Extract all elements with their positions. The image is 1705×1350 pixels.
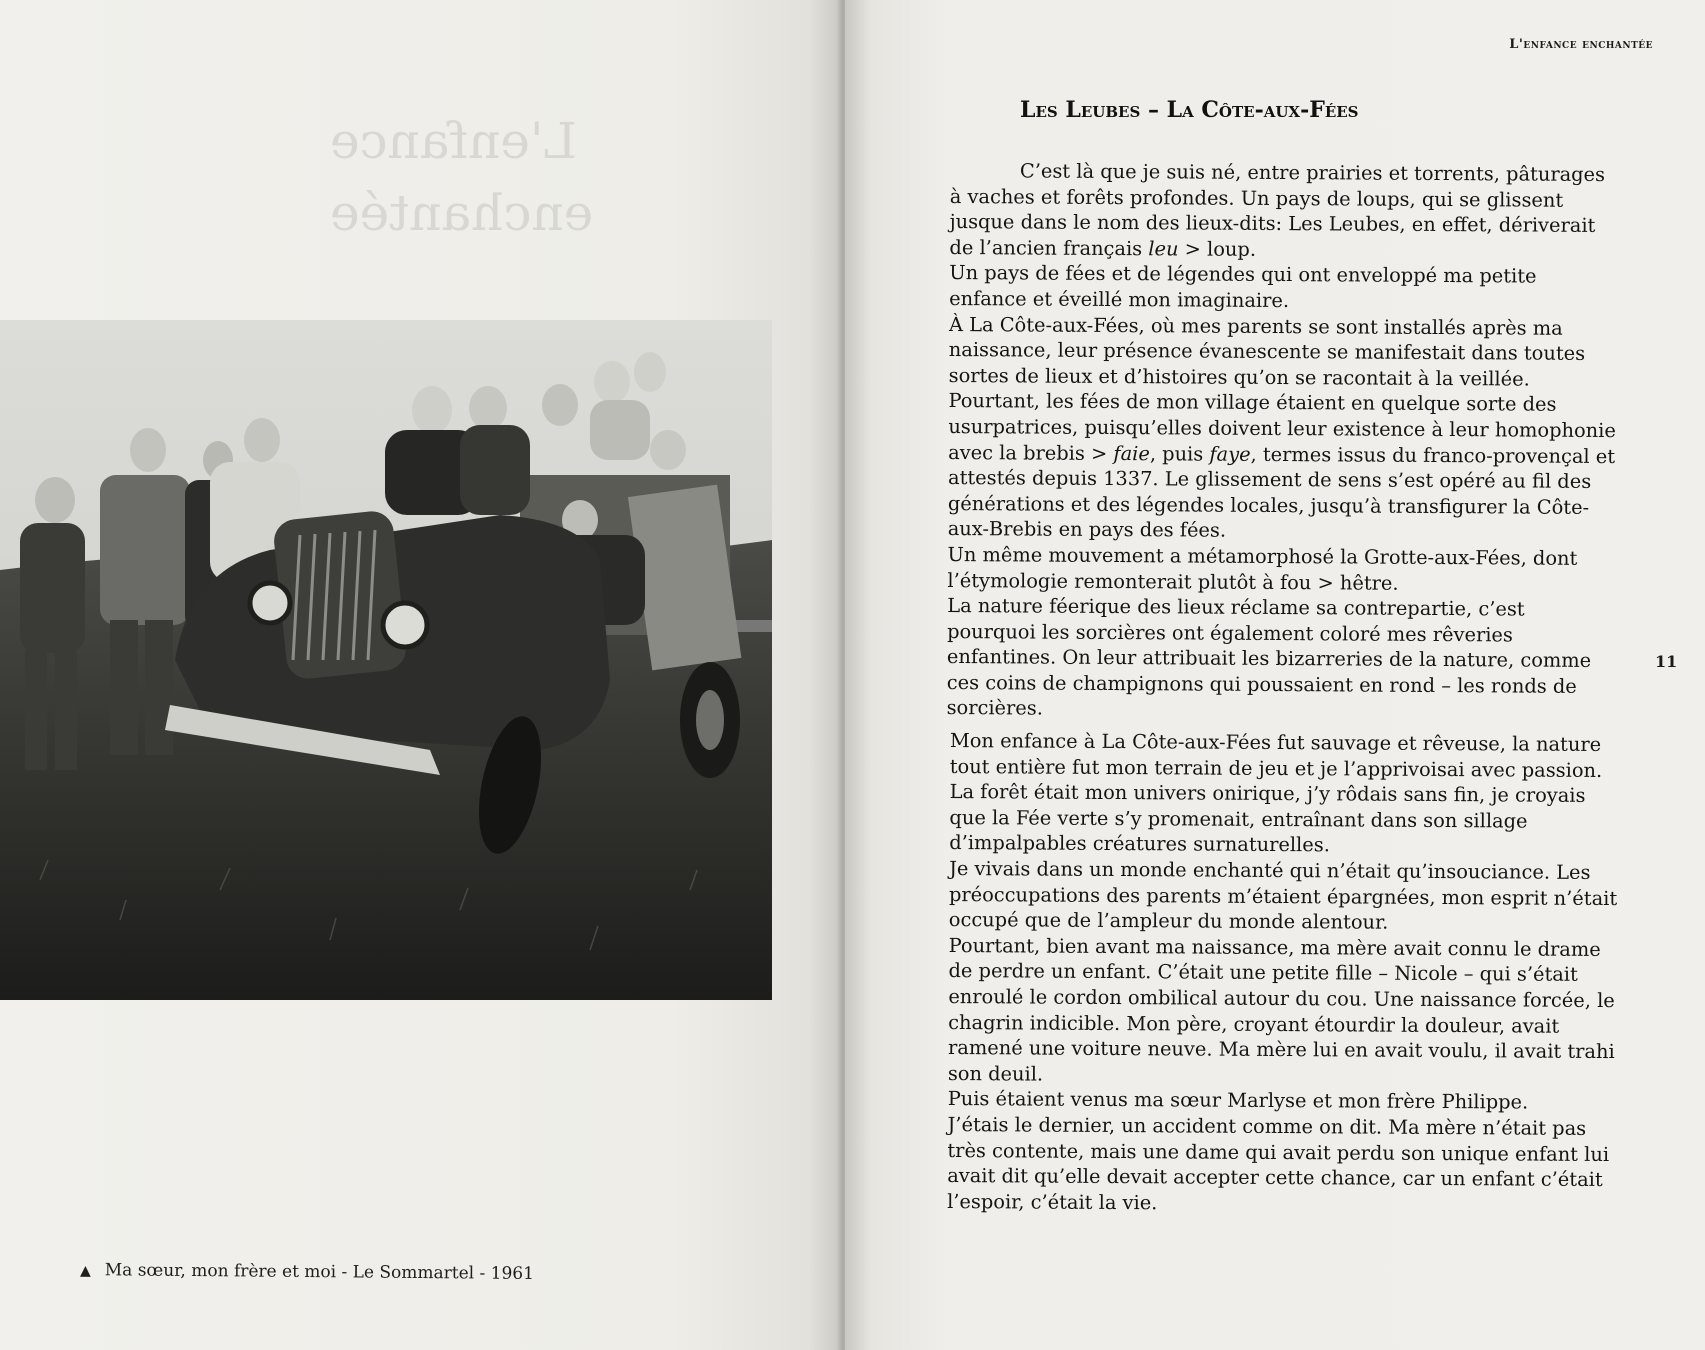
vintage-photograph [0, 320, 772, 1000]
ghost-title-line-1: L'enfance [330, 112, 577, 170]
paragraph: La forêt était mon univers onirique, j’y rôdais sans fin, je croyais que la Fée verte s’y promenait, entraînant dans son sillage d’impalpables créatures surnaturelles. [949, 780, 1586, 857]
paragraph: Un pays de fées et de légendes qui ont enveloppé ma petite enfance et éveillé mon imaginaire. [949, 261, 1537, 313]
ghost-title-line-2: enchantée [330, 184, 594, 242]
paragraph: Pourtant, les fées de mon village étaient en quelque sorte des usurpatrices, puisqu’elles doivent leur existence à leur homophonie avec la brebis > faie, puis faye, termes issus du franco-provençal et attestés depuis 1337. Le glissement de sens s’est opéré au fil des générations et des légendes locales, jusqu’à transfigurer la Côte-aux-Brebis en pays des fées. [947, 389, 1616, 543]
chapter-title: Les Leubes – La Côte-aux-Fées [1020, 97, 1359, 123]
paragraph: À La Côte-aux-Fées, où mes parents se sont installés après ma naissance, leur présence évanescente se manifestait dans toutes sortes de lieux et d’histoires qu’on se racontait à la veillée. [948, 312, 1586, 391]
paragraph: Je vivais dans un monde enchanté qui n’était qu’insouciance. Les préoccupations des parents m’étaient épargnées, mon esprit n’était occupé que de l’ampleur du monde alentour. [948, 856, 1618, 934]
left-page [0, 0, 842, 1350]
paragraph: Puis étaient venus ma sœur Marlyse et mon frère Philippe. [947, 1087, 1529, 1114]
triangle-up-icon: ▲ [79, 1263, 91, 1280]
caption-text: Ma sœur, mon frère et moi - Le Sommartel - 1961 [104, 1260, 535, 1284]
paragraph: J’étais le dernier, un accident comme on dit. Ma mère n’était pas très contente, mais une dame qui avait perdu son unique enfant lui avait dit qu’elle devait accepter cette chance, car un enfant c’était l’espoir, c’était la vie. [947, 1112, 1610, 1214]
running-head: L'enfance enchantée [1509, 37, 1653, 52]
ghost-title-show-through [330, 105, 700, 249]
paragraph: Mon enfance à La Côte-aux-Fées fut sauvage et rêveuse, la nature tout entière fut mon terrain de jeu et je l’apprivoisai avec passion. [949, 729, 1603, 782]
body-text-section-2 [947, 728, 1620, 1218]
paragraph: C’est là que je suis né, entre prairies et torrents, pâturages à vaches et forêts profondes. Un pays de loups, qui se glissent jusque dans le nom des lieux-dits: Les Leubes, en effet, dériverait de l’ancien français leu > loup. [949, 159, 1606, 261]
photo-caption [80, 1260, 534, 1284]
paragraph: Pourtant, bien avant ma naissance, ma mère avait connu le drame de perdre un enfant. C’était une petite fille – Nicole – qui s’était enroulé le cordon ombilical autour du cou. Une naissance forcée, le chagrin indicible. Mon père, croyant étourdir la douleur, avait ramené une voiture neuve. Ma mère lui en avait voulu, il avait trahi son deuil. [947, 933, 1615, 1086]
paragraph: Un même mouvement a métamorphosé la Grotte-aux-Fées, dont l’étymologie remonterait plutôt à fou > hêtre. [947, 542, 1578, 595]
paragraph: La nature féerique des lieux réclame sa contrepartie, c’est pourquoi les sorcières ont également coloré mes rêveries enfantines. On leur attribuait les bizarreries de la nature, comme ces coins de champignons qui poussaient en rond – les ronds de sorcières. [946, 594, 1592, 721]
page-number: 11 [1655, 652, 1678, 671]
body-text-section-1 [947, 158, 1620, 725]
